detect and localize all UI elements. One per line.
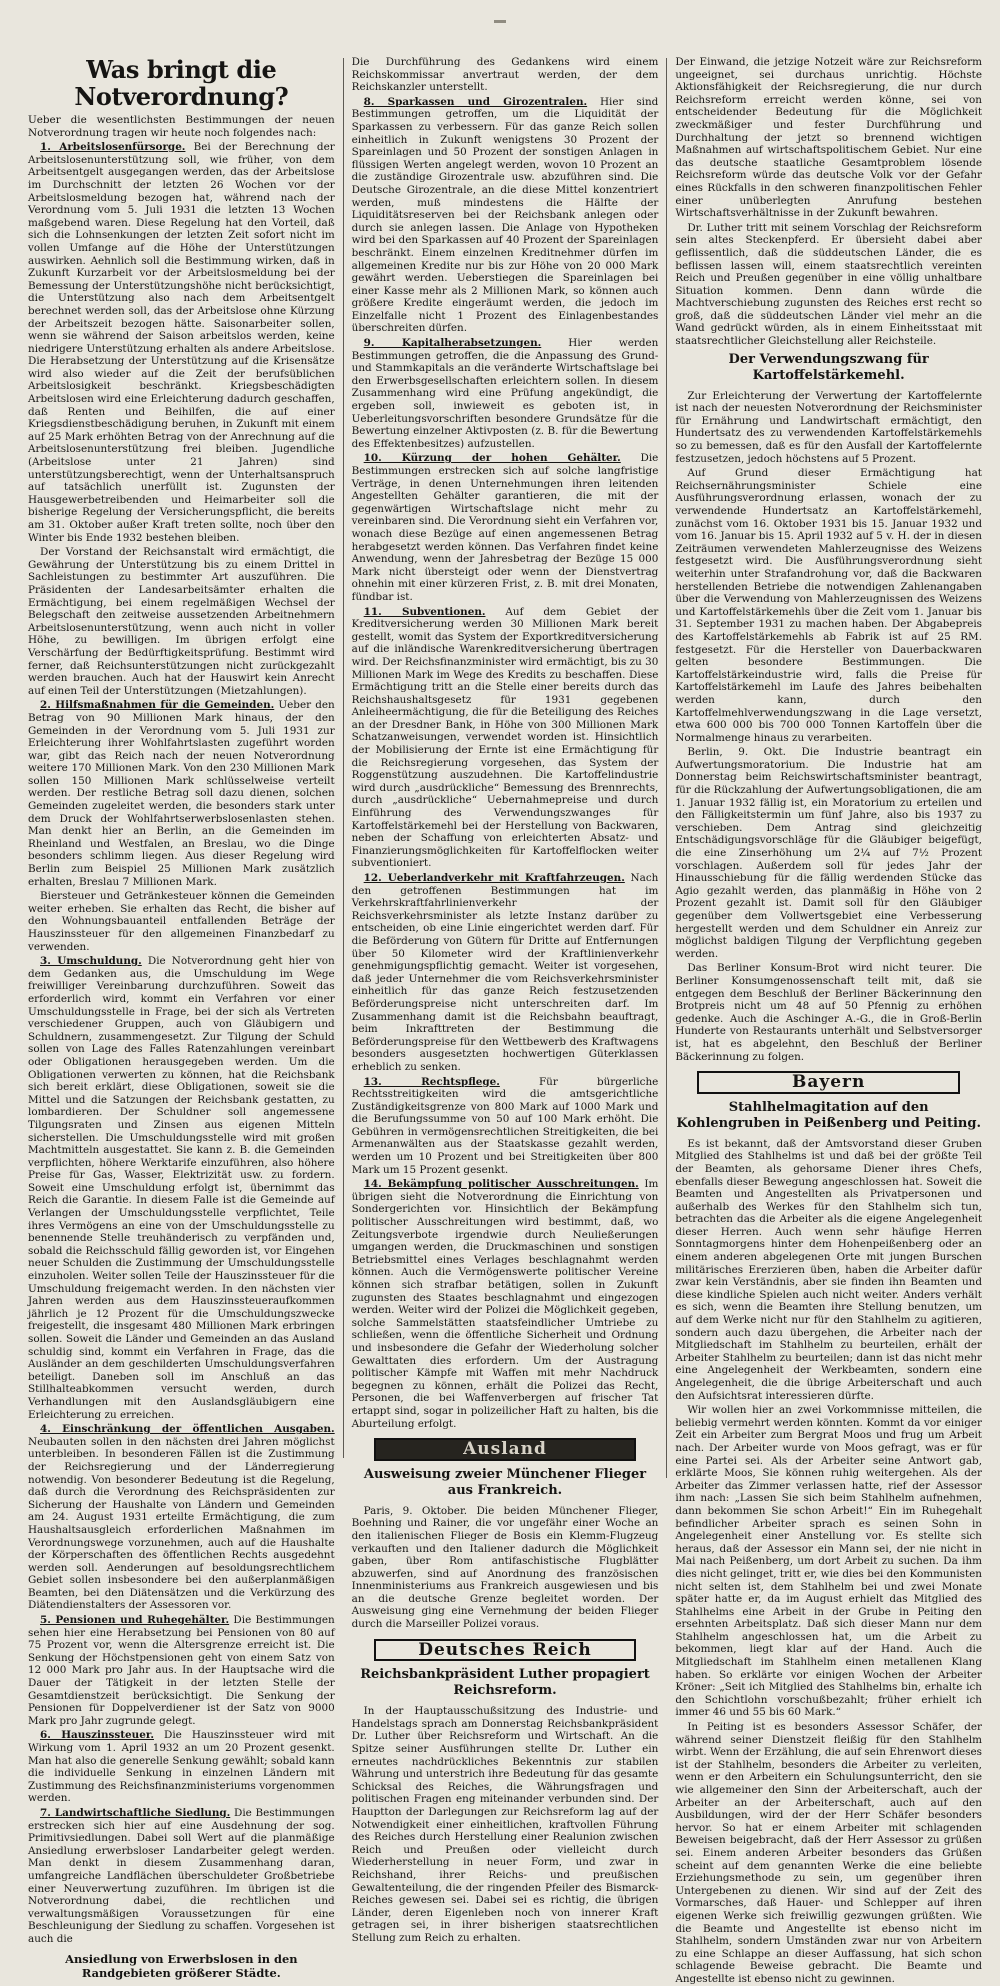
section-5-text: Die Bestimmungen sehen hier eine Herabsetzung bei Pensionen von 80 auf 75 Prozent vor, wenn die Altersgrenze erreicht ist. Die Senkung der Höchstpensionen geht von einem Satz von 12 000 Mark pro Jahr aus. In der Hauptsache wird die Dauer der Tätigkeit in der letzten Stelle der Gesamtdienstzeit berücksichtigt. Die Senkung der Pensionen für Doppelverdiener ist der Satz von 9000 Mark pro Jahr zugrunde gelegt. <box>28 1614 335 1727</box>
column-divider-2 <box>666 58 667 1478</box>
section-6-label: 6. Hauszinssteuer. <box>40 1729 154 1742</box>
continuation-paragraph: Die Durchführung des Gedankens wird einem Reichskommissar anvertraut werden, der dem Reichskanzler unterstellt. <box>351 56 659 94</box>
section-4-text: Neubauten sollen in den nächsten drei Jahren möglichst unterbleiben. In besonderen Fällen ist die Zustimmung der Reichsregierung und der Länderregierung notwendig. Von besonderer Bedeutung ist die Regelung, daß durch die Verordnung des Reichspräsidenten zur Sicherung der Haushalte von Ländern und Gemeinden am 24. August 1931 erteilte Ermächtigung, die zum Haushaltsausgleich erforderlichen Maßnahmen im Verordnungswege vorzunehmen, auch auf die Haushalte der Körperschaften des öffentlichen Rechts ausgedehnt werden soll. Aenderungen auf besoldungsrechtlichem Gebiet sollen insbesondere bei den außerplanmäßigen Beamten, bei den Diätensätzen und die Verkürzung des Diätendienstalters der Assessoren vor. <box>28 1435 335 1612</box>
section-3-label: 3. Umschuldung. <box>40 955 142 968</box>
section-3-text: Die Notverordnung geht hier von dem Gedanken aus, die Umschuldung im Wege freiwilliger Vereinbarung durchzuführen. Soweit das erforderlich wird, kommt ein Verfahren vor einer Umschuldungsstelle in Frage, bei der sich als Vertreten verschiedener Gruppen, auch von Gläubigern und Schuldnern, zusammengesetzt. Zur Tilgung der Schuld sollen von Lage des Falles Ratenzahlungen vereinbart oder Obligationen herausgegeben werden. Um die Obligationen verwerten zu können, hat die Reichsbank sich bereit erklärt, diese Obligationen, soweit sie die Mittel und die Satzungen der Reichsbank gestatten, zu lombardieren. Der Schuldner soll angemessene Tilgungsraten und Zinsen aus eigenen Mitteln sicherstellen. Die Umschuldungsstelle wird mit großen Machtmitteln ausgestattet. Sie kann z. B. die Gemeinden verpflichten, höhere Werktarife einzuführen, also höhere Preise für Gas, Wasser, Elektrizität usw. zu fordern. Soweit eine Umschuldung erfolgt ist, übernimmt das Reich die Garantie. In diesem Falle ist die Gemeinde auf Verlangen der Umschuldungsstelle verpflichtet, Teile ihres Vermögens an eine von der Umschuldungsstelle zu benennende Stelle treuhänderisch zu verpfänden und, sobald die Reichsschuld fällig geworden ist, vor Eingehen neuer Schulden die Zustimmung der Umschuldungsstelle einzuholen. Weiter sollen Teile der Hauszinssteuer für die Umschuldung freigemacht werden. In den nächsten vier Jahren werden aus dem Hauszinssteueraufkommen jährlich je 12 Prozent für die Umschuldungszwecke freigestellt, die insgesamt 480 Millionen Mark erbringen sollen. Soweit die Länder und Gemeinden an das Ausland schuldig sind, kommt ein Verfahren in Frage, das die Ausländer an dem geschilderten Umschuldungsverfahren beteiligt. Daneben soll im Anschluß an das Stillhalteabkommen versucht werden, durch Verhandlungen mit den Auslandsgläubigern eine Erleichterung zu erreichen. <box>28 955 335 1421</box>
section-13-label: 13. Rechtspflege. <box>363 1075 500 1088</box>
page-fold-mark <box>494 20 506 23</box>
section-14-text: Im übrigen sieht die Notverordnung die Einrichtung von Sondergerichten vor. Hinsichtlich der Bekämpfung politischer Ausschreitungen wird bestimmt, daß, wo Zeitungsverbote irgendwie durch Neuließerungen umgangen werden, die Druckmaschinen und sonstigen Betriebsmittel eines Verlages beschlagnahmt werden können. Auch die Vermögenswerte politischer Vereine können sich strafbar betätigen, sollen in Zukunft zugunsten des Staates beschlagnahmt und eingezogen werden. Weiter wird der Polizei die Möglichkeit gegeben, solche Sammelstätten staatsfeindlicher Umtriebe zu schließen, wenn die öffentliche Sicherheit und Ordnung und insbesondere die Gefahr der Wiederholung solcher Gewalttaten dies erfordern. Um der Austragung politischer Kämpfe mit Waffen mit mehr Nachdruck begegnen zu können, erhält die Polizei das Recht, Personen, die bei Waffenverbergen auf frischer Tat ertappt sind, sogar in polizeilicher Haft zu halten, bis die Aburteilung erfolgt. <box>351 1178 659 1430</box>
section-6-paragraph <box>28 1729 335 1805</box>
section-4-label: 4. Einschränkung der öffentlichen Ausgaben. <box>40 1423 335 1436</box>
section-7-subheading: Ansiedlung von Erwerbslosen in den Randgebieten größerer Städte. <box>65 1951 298 1980</box>
headline-luther: Reichsbankpräsident Luther propagiert Reichsreform. <box>360 1667 650 1699</box>
section-4-paragraph <box>28 1423 335 1612</box>
section-14-paragraph <box>352 1178 659 1430</box>
section-2-label: 2. Hilfsmaßnahmen für die Gemeinden. <box>40 699 275 712</box>
luther-paragraph: In der Hauptausschußsitzung des Industrie- und Handelstags sprach am Donnerstag Reichsbankpräsident Dr. Luther über Reichsreform und Wirtschaft. An die Spitze seiner Ausführungen stellte Dr. Luther ein erneutes nachdrückliches Bekenntnis zur stabilen Währung und unterstrich ihre Bedeutung für das gesamte Schicksal des Reiches, die Währungsfragen und politischen Fragen eng miteinander verbunden sind. Der Hauptton der Darlegungen zur Reichsreform lag auf der Notwendigkeit einer einheitlichen, kraftvollen Führung des Reiches durch Herstellung einer Realunion zwischen Reich und Preußen oder vielleicht durch Wiederherstellung in neuer Form, und zwar in Reichshand, ihrer Reichs- und preußischen Gewaltenteilung, die der ringenden Pfeiler des Bismarck-Reiches gewesen sei. Dabei sei es richtig, die übrigen Länder, deren Eigenleben noch von innerer Kraft getragen sei, in ihrer bisherigen staatsrechtlichen Stellung zum Reich zu erhalten. <box>351 1705 659 1944</box>
section-7-label: 7. Landwirtschaftliche Siedlung. <box>40 1806 231 1819</box>
headline-stahlhelm: Stahlhelmagitation auf den Kohlengruben in Peißenberg und Peiting. <box>676 1099 981 1131</box>
section-header-bayern: Bayern <box>697 1071 960 1094</box>
section-14-label: 14. Bekämpfung politischer Ausschreitungen. <box>363 1178 639 1191</box>
section-8-label: 8. Sparkassen und Girozentralen. <box>363 95 588 108</box>
section-11-text: Auf dem Gebiet der Kreditversicherung werden 30 Millionen Mark bereit gestellt, womit das System der Exportkreditversicherung auf die inländische Warenkreditversicherung übertragen wird. Der Reichsfinanzminister wird ermächtigt, bis zu 30 Millionen Mark im Wege des Kredits zu beschaffen. Diese Ermächtigung tritt an die Stelle einer bereits durch das Reichshaushaltsgesetz für 1931 gegebenen Anleiheermächtigung, die für die Beteiligung des Reiches an der Dresdner Bank, in Höhe von 300 Millionen Mark Schatzanweisungen, verwendet worden ist. Hinsichtlich der Mobilisierung der Ernte ist eine Ermächtigung für die Reichsregierung vorgesehen, das System der Roggenstützung auszudehnen. Die Kartoffelindustrie wird durch „ausdrückliche“ Bemessung des Brennrechts, durch „ausdrückliche“ Uebernahmepreise und durch Einführung des Verwendungszwanges für Kartoffelstärkemehl bei der Herstellung von Backwaren, neben der Schaffung von erleichterten Absatz- und Finanzierungsmöglichkeiten für Kartoffelflocken weiter subventioniert. <box>351 605 659 870</box>
section-11-label: 11. Subventionen. <box>363 605 486 618</box>
column-divider-1 <box>343 58 344 1458</box>
section-2-paragraph-2: Biersteuer und Getränkesteuer können die Gemeinden weiter erheben. Sie erhalten das Recht, die bisher auf den Wohnungsbauanteil entfallenden Beträge der Hauszinssteuer für den allgemeinen Finanzbedarf zu verwenden. <box>28 890 335 953</box>
section-13-text: Für bürgerliche Rechtsstreitigkeiten wird die amtsgerichtliche Zuständigkeitsgrenze von 800 Mark auf 1000 Mark und die Berufungssumme von 50 auf 100 Mark erhöht. Die Gebühren in vermögensrechtlichen Streitigkeiten, die bei Armenanwälten aus der Staatskasse gezahlt werden, werden um 10 Prozent und bei Streitigkeiten über 800 Mark um 15 Prozent gesenkt. <box>351 1075 659 1176</box>
section-5-paragraph <box>28 1614 335 1727</box>
stahlhelm-paragraph-3: In Peiting ist es besonders Assessor Schäfer, der während seiner Dienstzeit fleißig für den Stahlhelm wirbt. Wenn der Erzählung, die auf sein Ehrenwort dieses ist der Stahlhelm, besonders die Arbeiter zu verleiten, wenn er den Arbeitern ein Schulungsunterricht, den sie wie allgemeiner den Sinn der Arbeiterschaft, auch der Arbeiter an der Arbeiterschaft, auch auf den Ausbildungen, wird der der Herr Schäfer besonders hervor. So hat er einem Arbeiter mit schlagenden Beweisen beigebracht, daß der Herr Assessor zu grüßen sei. Einem anderen Arbeiter besonders das Grüßen scheint auf dem genannten Werke die eine beliebte Erziehungsmethode zu sein, um gegenüber ihren Untergebenen zu dienen. Wir sind auf der Zeit des Vormarsches, daß Hauer- und Schlepper auf ihren eigenen Werke sich freiwillig gezwungen grüßten. Wie die Beamte und Angestellte ist ebenso nicht im Stahlhelm, sondern Umständen zwar nur von Arbeitern zu eine Schlappe an dieser Auffassung, hat sich schon schlagende Beweise gebracht. Die Beamte und Angestellte ist ebenso nicht zu gewinnen. <box>675 1721 982 1985</box>
section-1-text: Bei der Berechnung der Arbeitslosenunterstützung soll, wie früher, von dem Arbeitsentgelt ausgegangen werden, das der Arbeitslose im Durchschnitt der letzten 26 Wochen vor der Arbeitslosmeldung bezogen hat, während nach der Verordnung vom 5. Juli 1931 die letzten 13 Wochen maßgebend waren. Diese Regelung hat den Vorteil, daß sich die Lohnsenkungen der letzten Zeit sofort nicht im vollen Umfange auf die Höhe der Unterstützungen auswirken. Aehnlich soll die Bestimmung wirken, daß in Zukunft Kurzarbeit vor der Arbeitslosmeldung bei der Bemessung der Unterstützungshöhe nicht berücksichtigt, die Unterstützung also nach dem Arbeitsentgelt berechnet werden soll, das der Arbeitslose ohne Kürzung der Arbeitszeit bezogen hätte. Saisonarbeiter sollen, wenn sie während der Saison arbeitslos werden, keine niedrigere Unterstützung erhalten als andere Arbeitslose. Die Herabsetzung der Unterstützung auf die Krisensätze wird also wieder auf die Zeit der berufsüblichen Arbeitslosigkeit beschränkt. Kriegsbeschädigten Arbeitslosen wird eine Erleichterung dadurch geschaffen, daß Renten und Beihilfen, die auf einer Kriegsdienstbeschädigung beruhen, in Zukunft mit einem auf 25 Mark erhöhten Betrag von der Anrechnung auf die Arbeitslosenunterstützung frei bleiben. Jugendliche (Arbeitslose unter 21 Jahren) sind unterstützungsberechtigt, wenn der Unterhaltsanspruch auf tatsächlich unerfüllt ist. Zugunsten der Hausgewerbetreibenden und Heimarbeiter soll die bisherige Regelung der Versicherungspflicht, die bereits am 31. Oktober außer Kraft treten sollte, noch über den Winter bis Ende 1932 bestehen bleiben. <box>28 141 335 544</box>
section-header-deutsches-reich: Deutsches Reich <box>374 1639 637 1662</box>
section-10-label: 10. Kürzung der hohen Gehälter. <box>363 452 621 465</box>
section-2-paragraph <box>28 699 335 888</box>
article-headline: Was bringt die Notverordnung? <box>74 55 289 111</box>
stahlhelm-paragraph-2: Wir wollen hier an zwei Vorkommnisse mitteilen, die beliebig vermehrt werden könnten. Kommt da vor einiger Zeit ein Arbeiter zum Bergrat Moos und frug um Arbeit nach. Der Arbeiter wurde von Moos gefragt, was er für eine Partei sei. Als der Arbeiter seine Antwort gab, erklärte Moos, Sie können ruhig weitergehen. Als der Arbeiter das Zimmer verlassen hatte, rief der Assessor ihm nach: „Lassen Sie sich beim Stahlhelm aufnehmen, dann bekommen Sie schon Arbeit!“ Ein im Ruhegehalt befindlicher Arbeiter sprach es seinen Sohn in Angelegenheit einer Anstellung vor. Es stellte sich heraus, daß der Assessor ein Mann sei, der nie nicht in Mai nach Peißenberg, um dort Arbeit zu suchen. Da ihm dies nicht gelinget, tritt er, wie dies bei den Kommunisten nicht selten ist, dem Stahlhelm bei und zwei Monate später hatte er, da im August erhielt das Mitglied des Stahlhelms eine Arbeit in der Grube in Peiting den ersehnten Arbeitsplatz. Daß sich dieser Mann nur dem Stahlhelm angeschlossen hat, um die Arbeit zu bekommen, liegt klar auf der Hand. Auch die Mitgliedschaft im Stahlhelm einen metallenen Klang haben. So erklärte vor einigen Wochen der Arbeiter Kröner: „Seit ich Mitglied des Stahlhelms bin, erhalte ich den Schichtlohn vorschußbezahlt; früher erhielt ich immer 46 und 55 bis 60 Mark.“ <box>675 1404 982 1719</box>
moratorium-paragraph: Berlin, 9. Okt. Die Industrie beantragt ein Aufwertungsmoratorium. Die Industrie hat am Donnerstag beim Reichswirtschaftsminister beantragt, für die Rückzahlung der Aufwertungsobligationen, die am 1. Januar 1932 fällig ist, ein Moratorium zu erteilen und den Fälligkeitstermin um fünf Jahre, also bis 1937 zu verschieben. Dem Antrag sind gleichzeitig Entschädigungsvorschläge für die Gläubiger beigefügt, die eine Zinserhöhung um 2¼ auf 7½ Prozent vorschlagen. Außerdem soll für jedes Jahr der Hinausschiebung für die fällig werdenden Stücke das Agio gezahlt werden, das planmäßig in Höhe von 2 Prozent gezahlt ist. Damit soll für den Gläubiger gegenüber dem Vollwertsgebiet eine Verbesserung hergestellt werden und dem Schuldner ein Anreiz zur möglichst baldigen Tilgung der Verpflichtung gegeben werden. <box>675 746 982 960</box>
column-1 <box>28 55 335 1980</box>
section-2-text: Ueber den Betrag von 90 Millionen Mark hinaus, der den Gemeinden in der Verordnung vom 5. Juli 1931 zur Erleichterung ihrer Wohlfahrtslasten zugeführt worden war, gibt das Reich nach der neuen Notverordnung weitere 170 Millionen Mark. Von den 230 Millionen Mark sollen 150 Millionen Mark schlüsselweise verteilt werden. Der restliche Betrag soll dazu dienen, solchen Gemeinden zugeleitet werden, die besonders stark unter dem Druck der Wohlfahrtserwerbslosenlasten stehen. Man denkt hier an Berlin, an die Gemeinden im Rheinland und Westfalen, an Breslau, wo die Dinge besonders schlimm liegen. Aus dieser Regelung wird Berlin zum Beispiel 25 Millionen Mark zusätzlich erhalten, Breslau 7 Millionen Mark. <box>28 699 335 888</box>
section-13-paragraph <box>352 1076 659 1177</box>
section-9-text: Hier werden Bestimmungen getroffen, die die Anpassung des Grund- und Stammkapitals an die veränderte Wirtschaftslage bei den Erwerbsgesellschaften erleichtern sollen. In diesem Zusammenhang wird eine Prüfung angekündigt, die ergeben soll, inwieweit es geboten ist, in Ueberleitungsvorschriften besondere Grundsätze für die Bewertung einzelner Aktivposten (z. B. für die Bewertung des Effektenbesitzes) aufzustellen. <box>351 337 659 450</box>
headline-flieger: Ausweisung zweier Münchener Flieger aus Frankreich. <box>363 1466 647 1498</box>
section-9-label: 9. Kapitalherabsetzungen. <box>363 337 542 350</box>
intro-paragraph: Ueber die wesentlichsten Bestimmungen der neuen Notverordnung tragen wir heute noch folgendes nach: <box>28 114 335 139</box>
headline-kartoffel: Der Verwendungszwang für Kartoffelstärkemehl. <box>728 351 929 383</box>
section-11-paragraph <box>352 606 659 870</box>
section-12-label: 12. Ueberlandverkehr mit Kraftfahrzeugen. <box>363 872 625 884</box>
stahlhelm-paragraph: Es ist bekannt, daß der Amtsvorstand dieser Gruben Mitglied des Stahlhelms ist und daß bei der größte Teil der Beamten, als gehorsame Diener ihres Chefs, ebenfalls dieser Bewegung angeschlossen hat. Soweit die Beamten und Angestellten als Privatpersonen und außerhalb des Werkes für den Stahlhelm sich tun, betrachten das die Arbeiter als die eigene Angelegenheit dieser Herren. Auch wenn sehr häufige Herren Sonntagmorgens hinter dem Hohenpeißenberg oder an einem anderen abgelegenen Orte mit jungen Burschen militärisches Ererzieren üben, haben die Arbeiter dafür zwar kein Verständnis, aber sie finden ihn Beamten und diese kindliche Spielen auch nicht weiter. Anders verhält es sich, wenn die Beamten ihre Stellung benutzen, um auf dem Werke nicht nur für den Stahlhelm zu agitieren, sondern auch dazu übergehen, die Arbeiter nach der Mitgliedschaft im Stahlhelm zu beurteilen, erhält der Arbeiter Stahlhelm zu beurteilen; dann ist das nicht mehr eine Angelegenheit der Werkbeamten, sondern eine Angelegenheit, die die übrige Arbeiterschaft und auch den Aufsichtsrat interessieren dürfte. <box>675 1137 982 1402</box>
section-9-paragraph <box>352 337 659 450</box>
column-2 <box>351 56 659 1944</box>
section-12-paragraph <box>352 872 659 1074</box>
section-1-paragraph-2: Der Vorstand der Reichsanstalt wird ermächtigt, die Gewährung der Unterstützung bis zu einem Drittel in Sachleistungen zu bestimmter Art auszuführen. Die Präsidenten der Landesarbeitsämter erhalten die Ermächtigung, bei einem regelmäßigen Wechsel der Belegschaft den zeitweise aussetzenden Arbeitnehmern Arbeitslosenunterstützung, wenn auch nicht in voller Höhe, zu bewilligen. Im übrigen erfolgt eine Verschärfung der Bedürftigkeitsprüfung. Bestimmt wird ferner, daß Reichsunterstützungen nicht zurückgezahlt werden brauchen. Auch hat der Hauswirt kein Anrecht auf einen Teil der Unterstützungen (Mietzahlungen). <box>28 546 335 697</box>
konsum-paragraph: Das Berliner Konsum-Brot wird nicht teurer. Die Berliner Konsumgenossenschaft teilt mit, daß sie entgegen dem Beschluß der Berliner Bäckerinnung den Brotpreis nicht um 48 auf 50 Pfennig zu erhöhen gedenke. Auch die Aschinger A.-G., die in Groß-Berlin Hunderte von Restaurants unterhält und Selbstversorger ist, hat es abgelehnt, den Beschluß der Berliner Bäckerinnung zu folgen. <box>675 962 982 1063</box>
section-8-paragraph <box>352 96 659 335</box>
kartoffel-paragraph-2: Auf Grund dieser Ermächtigung hat Reichsernährungsminister Schiele eine Ausführungsverordnung erlassen, wonach der zu verwendende Hundertsatz an Kartoffelstärkemehl, zunächst vom 16. Oktober 1931 bis 15. Januar 1932 und vom 16. Januar bis 15. April 1932 auf 5 v. H. der in diesen Zeiträumen verwendeten Mahlerzeugnisse des Weizens festgesetzt wird. Die Ausführungsverordnung sieht weiterhin unter Strafandrohung vor, daß die Backwaren herstellenden Betriebe die notwendigen Zahlenangaben über die Verwendung von Mahlerzeugnissen des Weizens und Kartoffelstärkemehls über die Zeit vom 1. Januar bis 31. September 1931 zu machen haben. Der Abgabepreis des Kartoffelstärkemehls ab Fabrik ist auf 25 RM. festgesetzt. Für die Hersteller von Dauerbackwaren gelten besondere Bestimmungen. Die Kartoffelstärkeindustrie wird, falls die Preise für Kartoffelstärkemehl im Laufe des Jahres beibehalten werden kann, durch den Kartoffelmehlverwendungszwang in die Lage versetzt, etwa 600 000 bis 700 000 Tonnen Kartoffeln über die Normalmenge hinaus zu verarbeiten. <box>675 467 982 744</box>
section-1-paragraph <box>28 141 335 544</box>
section-3-paragraph <box>28 955 335 1421</box>
section-8-text: Hier sind Bestimmungen getroffen, um die Liquidität der Sparkassen zu verbessern. Für das ganze Reich sollen einheitlich in Zukunft wenigstens 30 Prozent der Spareinlagen und 50 Prozent der sonstigen Anlagen in flüssigen Werten angelegt werden, wovon 10 Prozent an die zuständige Girozentrale usw. abzuführen sind. Die Deutsche Girozentrale, an die diese Mittel konzentriert werden, muß mindestens die Hälfte der Liquiditätsreserven bei der Reichsbank anlegen oder durch sie anlegen lassen. Die Anlage von Hypotheken wird bei den Sparkassen auf 40 Prozent der Spareinlagen beschränkt. Einem einzelnen Kreditnehmer dürfen im allgemeinen Kredite nur bis zur Höhe von 20 000 Mark gewährt werden. Ueberstiegen die Spareinlagen bei einer Kasse mehr als 2 Millionen Mark, so können auch größere Kredite eingeräumt werden, die jedoch im Einzelfalle nicht 1 Prozent des Einlagenbestandes überschreiten dürfen. <box>351 95 659 335</box>
section-7-text: Die Bestimmungen erstrecken sich hier auf eine Ausdehnung der sog. Primitivsiedlungen. Dabei soll Wert auf die planmäßige Ansiedlung erwerbsloser Landarbeiter gelegt werden. Man denkt in diesem Zusammenhang daran, umfangreiche Landflächen überschuldeter Großbetriebe einer Neuverwertung zuzuführen. Im übrigen ist die Notverordnung dabei, die rechtlichen und verwaltungsmäßigen Voraussetzungen für eine Beschleunigung der Siedlung zu schaffen. Vorgesehen ist auch die <box>28 1806 335 1945</box>
section-1-label: 1. Arbeitslosenfürsorge. <box>40 141 186 154</box>
luther-continuation-paragraph: Der Einwand, die jetzige Notzeit wäre zur Reichsreform ungeeignet, sei durchaus unrichtig. Höchste Aktionsfähigkeit der Reichsregierung, die nur durch Reichsreform erreicht werden könne, sei von entscheidender Bedeutung für die Möglichkeit zweckmäßiger und fester Durchführung und Durchhaltung der jetzt so brennend wichtigen Maßnahmen auf wirtschaftspolitischem Gebiet. Nur eine das deutsche staatliche Gesamtproblem lösende Reichsreform würde das deutsche Volk vor der Gefahr eines Rückfalls in den schweren finanzpolitischen Fehler einer unüberlegten Anrufung bestehen Wirtschaftsverhältnisse in der Zukunft bewahren. <box>675 56 982 220</box>
section-7-paragraph <box>28 1807 335 1946</box>
section-10-paragraph <box>352 452 659 603</box>
section-6-text: Die Hauszinssteuer wird mit Wirkung vom 1. April 1932 an um 20 Prozent gesenkt. Man hat also die generelle Senkung gewählt; sobald kann die individuelle Senkung in einzelnen Ländern mit Zustimmung des Reichsfinanzministeriums vorgenommen werden. <box>28 1729 335 1805</box>
flieger-paragraph: Paris, 9. Oktober. Die beiden Münchener Flieger, Boehning und Rainer, die vor ungefähr einer Woche an den italienischen Flieger de Bosis ein Klemm-Flugzeug verkauften und den Italiener dadurch die Möglichkeit gaben, über Rom antifaschistische Flugblätter abzuwerfen, sind auf Anordnung des französischen Innenministeriums aus Frankreich ausgewiesen und bis an die deutsche Grenze begleitet worden. Der Ausweisung ging eine Vernehmung der beiden Flieger durch die Marseiller Polizei voraus. <box>351 1504 659 1631</box>
section-12-text: Nach den getroffenen Bestimmungen hat im Verkehrskraftfahrlinienverkehr der Reichsverkehrsminister als letzte Instanz darüber zu entscheiden, ob eine Linie eingerichtet werden darf. Für die Beförderung von Gütern für Dritte auf Entfernungen über 50 Kilometer wird der Kraftlinienverkehr genehmigungspflichtig gemacht. Weiter ist vorgesehen, daß jeder Unternehmer die vom Reichsverkehrsminister einheitlich für das ganze Reich festzusetzenden Beförderungspreise nicht unterschreiten darf. Im Zusammenhang damit ist die Reichsbahn beauftragt, beim Inkrafttreten der Bestimmung die Beförderungspreise für den Wettbewerb des Kraftwagens besonders ausgesetzten hochwertigen Güterklassen erheblich zu senken. <box>351 872 659 1073</box>
section-header-ausland: Ausland <box>374 1438 637 1461</box>
section-5-label: 5. Pensionen und Ruhegehälter. <box>40 1614 230 1627</box>
kartoffel-paragraph: Zur Erleichterung der Verwertung der Kartoffelernte ist nach der neuesten Notverordnung der Reichsminister für Ernährung und Landwirtschaft ermächtigt, den Hundertsatz des zu verwendenden Kartoffelstärkemehls so zu bemessen, daß es für den Ausfall der Kartoffelernte festzusetzen, jedoch höchstens auf 5 Prozent. <box>675 389 982 465</box>
column-3 <box>675 56 982 1985</box>
commentary-paragraph: Dr. Luther tritt mit seinem Vorschlag der Reichsreform sein altes Steckenpferd. Er übersieht dabei aber geflissentlich, daß die süddeutschen Länder, die es beflissen lassen will, einem staatsrechtlich vereinten Reich und Preußen gegenüber in eine völlig unhaltbare Situation kommen. Denn dann würde die Machtverschiebung zugunsten des Reiches erst recht so groß, daß die süddeutschen Länder viel mehr an die Wand gedrückt würden, als in einem Einheitsstaat mit staatsrechtlicher Gleichstellung aller Reichsteile. <box>675 221 982 348</box>
section-10-text: Die Bestimmungen erstrecken sich auf solche langfristige Verträge, in denen Unternehmungen ihren leitenden Angestellten Gehälter garantieren, die mit der gegenwärtigen Wirtschaftslage nicht mehr zu vereinbaren sind. Die Verordnung sieht ein Verfahren vor, wonach diese Bezüge auf einen angemessenen Betrag herabgesetzt werden können. Das Verfahren findet keine Anwendung, wenn der Jahresbetrag der Bezüge 15 000 Mark nicht übersteigt oder wenn der Dienstvertrag ohnehin mit einer kürzeren Frist, z. B. mit drei Monaten, fündbar ist. <box>351 452 659 603</box>
